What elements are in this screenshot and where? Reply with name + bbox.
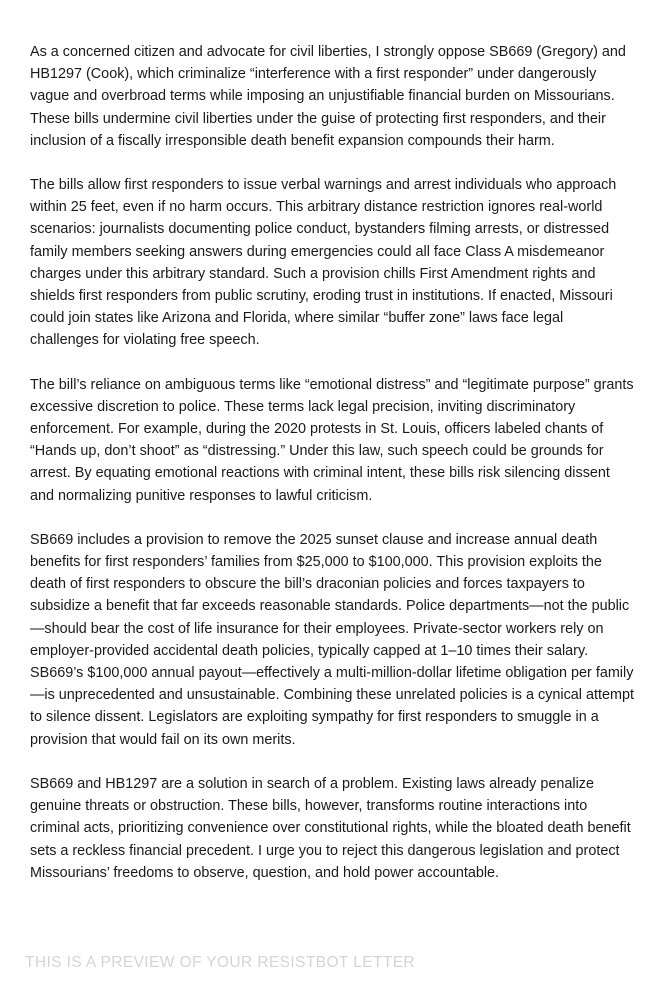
letter-paragraph-1: As a concerned citizen and advocate for civil liberties, I strongly oppose SB669 (Gregory) and HB1297 (Cook), which criminalize “interference with a first responder” under dangerously vague and overbroad terms while imposing an unjustifiable financial burden on Missourians. These bills undermine civil liberties under the guise of protecting first responders, and their inclusion of a fiscally irresponsible death benefit expansion compounds their harm.: [30, 44, 626, 149]
letter-paragraph-5: SB669 and HB1297 are a solution in search of a problem. Existing laws already penalize genuine threats or obstruction. These bills, however, transforms routine interactions into criminal acts, prioritizing convenience over constitutional rights, while the bloated death benefit sets a reckless financial precedent. I urge you to reject this dangerous legislation and protect Missourians’ freedoms to observe, question, and hold power accountable.: [30, 775, 631, 881]
preview-watermark: THIS IS A PREVIEW OF YOUR RESISTBOT LETTER: [25, 954, 416, 971]
letter-paragraph-2: The bills allow first responders to issue verbal warnings and arrest individuals who approach within 25 feet, even if no harm occurs. This arbitrary distance restriction ignores real-world scenarios: journalists documenting police conduct, bystanders filming arrests, or distressed family members seeking answers during emergencies could all face Class A misdemeanor charges under this arbitrary standard. Such a provision chills First Amendment rights and shields first responders from public scrutiny, eroding trust in institutions. If enacted, Missouri could join states like Arizona and Florida, where similar “buffer zone” laws face legal challenges for violating free speech.: [30, 177, 617, 349]
letter-paragraph-3: The bill’s reliance on ambiguous terms like “emotional distress” and “legitimate purpose” grants excessive discretion to police. These terms lack legal precision, inviting discriminatory enforcement. For example, during the 2020 protests in St. Louis, officers labeled chants of “Hands up, don’t shoot” as “distressing.” Under this law, such speech could be grounds for arrest. By equating emotional reactions with criminal intent, these bills risk silencing dissent and normalizing punitive responses to lawful criticism.: [30, 376, 634, 504]
letter-paragraph-4: SB669 includes a provision to remove the 2025 sunset clause and increase annual death benefits for first responders’ families from $25,000 to $100,000. This provision exploits the death of first responders to obscure the bill’s draconian policies and forces taxpayers to subsidize a benefit that far exceeds reasonable standards. Police departments—not the public—should bear the cost of life insurance for their employees. Private-sector workers rely on employer-provided accidental death policies, typically capped at 1–10 times their salary. SB669’s $100,000 annual payout—effectively a multi-million-dollar lifetime obligation per family—is unprecedented and unsustainable. Combining these unrelated policies is a cynical attempt to silence dissent. Legislators are exploiting sympathy for first responders to smuggle in a provision that would fail on its own merits.: [30, 531, 634, 748]
letter-body: [30, 41, 636, 906]
